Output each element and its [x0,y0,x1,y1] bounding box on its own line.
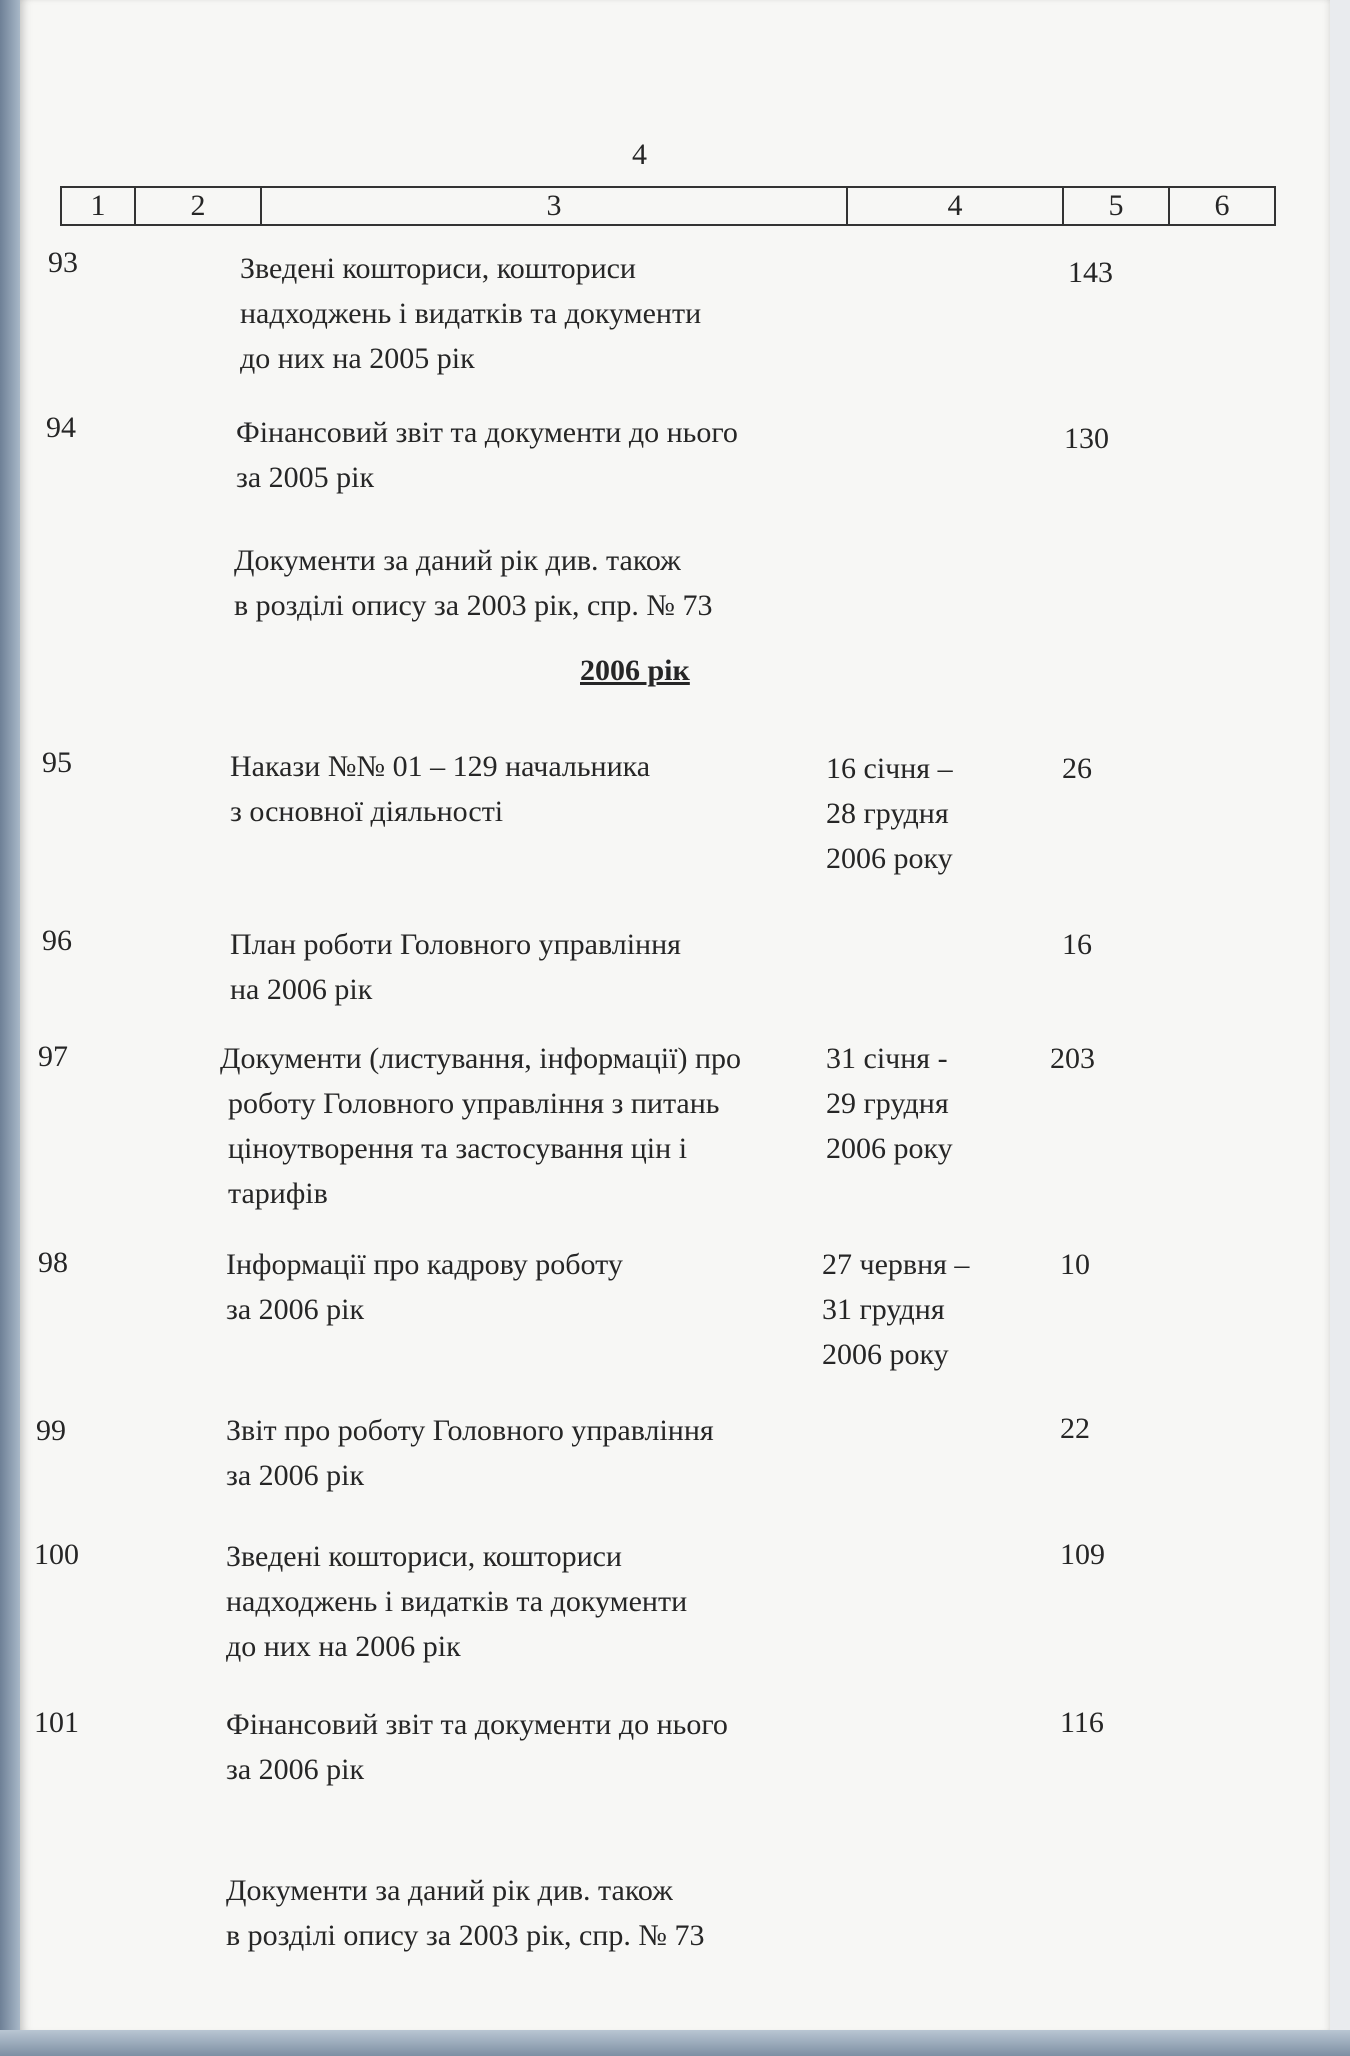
column-header-6: 6 [1214,189,1230,222]
entry-sheet-count: 143 [1068,256,1113,289]
scan-edge-left [0,0,20,2056]
entry-number: 93 [48,246,78,279]
entry-number: 99 [36,1414,66,1447]
entry-dates: 16 січня – 28 грудня 2006 року [826,752,953,875]
column-header-3: 3 [262,188,848,224]
entry-number: 98 [38,1246,68,1279]
entry-number: 97 [38,1040,68,1073]
entry-title: Інформації про кадрову роботу за 2006 рік [226,1248,623,1326]
entry-number: 96 [42,924,72,957]
entry-sheet-count: 10 [1060,1248,1090,1281]
entry-title: План роботи Головного управління на 2006 рік [230,928,681,1006]
entry-title: Накази №№ 01 – 129 начальника з основної діяльності [230,750,651,828]
entry-sheet-count: 109 [1060,1538,1105,1571]
entry-title: Фінансовий звіт та документи до нього за 2005 рік [236,416,738,494]
column-header-1: 1 [62,188,136,224]
entry-sheet-count: 26 [1062,752,1092,785]
entry-dates: 27 червня – 31 грудня 2006 року [822,1248,970,1371]
entry-title: Фінансовий звіт та документи до нього за 2006 рік [226,1708,728,1786]
entry-number: 101 [34,1706,79,1739]
entry-number: 95 [42,746,72,779]
column-header-5: 5 [1064,188,1170,224]
entry-dates: 31 січня - 29 грудня 2006 року [826,1042,953,1165]
entry-sheet-count: 203 [1050,1042,1095,1075]
entry-number: 94 [46,411,76,444]
column-header-2: 2 [136,188,262,224]
scan-edge-right [1330,0,1350,2032]
column-header-4: 4 [848,188,1064,224]
entry-sheet-count: 130 [1064,422,1109,455]
cross-reference-note: Документи за даний рік див. також в розділі опису за 2003 рік, спр. № 73 [226,1874,705,1952]
entry-sheet-count: 116 [1060,1706,1104,1739]
entry-sheet-count: 22 [1060,1412,1090,1445]
table-header-row [60,186,1276,226]
entry-number: 100 [34,1538,79,1571]
page-number: 4 [632,138,647,171]
document-page [20,0,1330,2032]
entry-title: Звіт про роботу Головного управління за 2006 рік [226,1414,714,1492]
entry-title: Документи (листування, інформації) про роботу Головного управління з питань ціноутворення та застосування цін і тарифів [220,1042,742,1210]
entry-title: Зведені кошториси, кошториси надходжень і видатків та документи до них на 2005 рік [240,252,702,375]
entry-title: Зведені кошториси, кошториси надходжень і видатків та документи до них на 2006 рік [226,1540,688,1663]
entry-sheet-count: 16 [1062,928,1092,961]
scan-edge-bottom [0,2030,1350,2056]
cross-reference-note: Документи за даний рік див. також в розділі опису за 2003 рік, спр. № 73 [234,544,713,622]
section-heading-2006: 2006 рік [580,654,690,687]
